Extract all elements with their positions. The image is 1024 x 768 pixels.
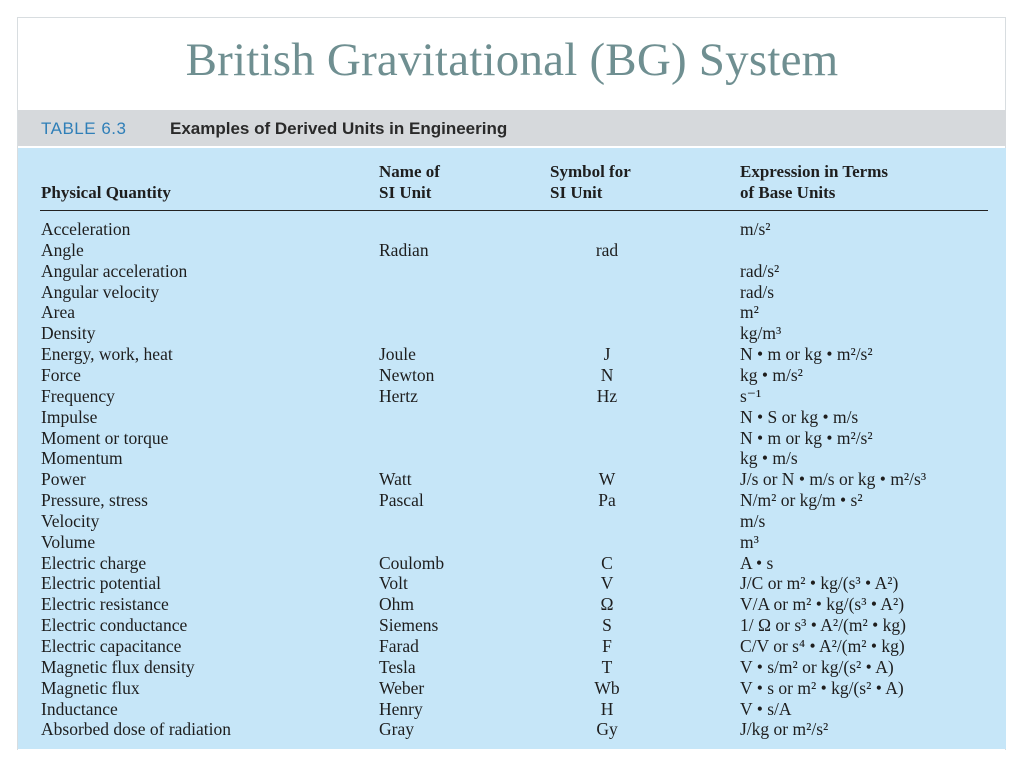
cell-base-units-expression: kg • m/s xyxy=(740,448,798,469)
cell-unit-name: Henry xyxy=(379,698,423,719)
cell-physical-quantity: Angular acceleration xyxy=(41,260,188,281)
cell-base-units-expression: m/s xyxy=(740,510,766,531)
cell-base-units-expression: V • s/A xyxy=(740,698,792,719)
header-physical-quantity: Physical Quantity xyxy=(41,183,171,202)
table-label: TABLE 6.3 xyxy=(41,119,127,138)
cell-unit-name: Tesla xyxy=(379,656,416,677)
cell-physical-quantity: Angular velocity xyxy=(41,281,160,302)
header-symbol-line2: SI Unit xyxy=(550,183,603,202)
header-name-line1: Name of xyxy=(379,162,440,181)
cell-base-units-expression: rad/s xyxy=(740,281,775,302)
cell-physical-quantity: Acceleration xyxy=(41,219,131,239)
cell-physical-quantity: Angle xyxy=(41,239,84,260)
cell-unit-name: Newton xyxy=(379,364,435,385)
slide-title: British Gravitational (BG) System xyxy=(185,34,839,86)
cell-base-units-expression: A • s xyxy=(740,552,774,573)
cell-physical-quantity: Velocity xyxy=(41,510,100,531)
cell-base-units-expression: J/kg or m²/s² xyxy=(740,719,829,740)
cell-physical-quantity: Power xyxy=(41,469,86,490)
cell-physical-quantity: Area xyxy=(41,302,76,323)
header-name-line2: SI Unit xyxy=(379,183,432,202)
cell-physical-quantity: Force xyxy=(41,364,81,385)
cell-base-units-expression: V • s or m² • kg/(s² • A) xyxy=(740,677,904,698)
cell-physical-quantity: Moment or torque xyxy=(41,427,169,448)
cell-physical-quantity: Momentum xyxy=(41,448,123,469)
cell-physical-quantity: Energy, work, heat xyxy=(41,344,173,365)
cell-base-units-expression: kg/m³ xyxy=(740,323,782,344)
cell-physical-quantity: Frequency xyxy=(41,385,115,406)
cell-base-units-expression: N/m² or kg/m • s² xyxy=(740,490,863,511)
cell-base-units-expression: N • S or kg • m/s xyxy=(740,406,859,427)
cell-base-units-expression: m² xyxy=(740,302,759,323)
cell-base-units-expression: C/V or s⁴ • A²/(m² • kg) xyxy=(740,636,905,656)
header-symbol-line1: Symbol for xyxy=(550,162,631,181)
cell-base-units-expression: V/A or m² • kg/(s³ • A²) xyxy=(740,594,905,615)
cell-physical-quantity: Inductance xyxy=(41,698,118,719)
cell-base-units-expression: J/s or N • m/s or kg • m²/s³ xyxy=(740,469,927,490)
cell-base-units-expression: kg • m/s² xyxy=(740,364,803,385)
cell-unit-name: Volt xyxy=(379,573,408,594)
cell-base-units-expression: 1/ Ω or s³ • A²/(m² • kg) xyxy=(740,615,906,636)
cell-unit-name: Watt xyxy=(379,469,412,490)
cell-physical-quantity: Impulse xyxy=(41,406,98,427)
cell-base-units-expression: N • m or kg • m²/s² xyxy=(740,427,873,448)
cell-unit-name: Siemens xyxy=(379,615,439,636)
cell-unit-name: Farad xyxy=(379,636,419,656)
cell-unit-name: Weber xyxy=(379,677,425,698)
header-rule xyxy=(40,210,988,211)
cell-unit-name: Coulomb xyxy=(379,552,445,573)
units-table: Physical Quantity Name of SI Unit Symbol for SI Unit Expression in Terms of Base Units Acceleration m/s² Angle Radian rad Angular acceleration rad/s² Angular velocity rad/s Area m² Density kg/m³ Energy, work, heat Joule J N • m or kg • m²/s² Force Newton N kg • m/s² Frequency Hertz Hz s⁻¹ Impulse N • S or kg • m/s Moment or torque N • m or kg • m²/s² Momentum kg • m/s Power Watt W J/s or N • m/s or kg • m²/s³ Pressure, stress Pascal Pa N/m² or kg/m • s² Velocity m/s Volume m³ Electric charge Coulomb C A • s Electric potential Volt V J/C or m² • kg/(s³ • A²) Electric resistance Ohm Ω V/A or m² • kg/(s³ • A²) Electric conductance Siemens S 1/ Ω or s³ • A²/(m² • kg) Electric capacitance Farad F C/V or s⁴ • A²/(m² • kg) Magnetic flux density Tesla T V • s/m² or kg/(s² • A) Magnetic flux Weber Wb V • s or m² • kg/(s² • A) Inductance Henry H V • s/A Absorbed dose of radiation Gray Gy J/kg or m²/s² xyxy=(18,148,1006,749)
cell-base-units-expression: V • s/m² or kg/(s² • A) xyxy=(740,656,894,677)
cell-base-units-expression: m/s² xyxy=(740,219,771,239)
cell-physical-quantity: Magnetic flux xyxy=(41,677,140,698)
cell-base-units-expression: s⁻¹ xyxy=(740,385,762,406)
cell-base-units-expression: rad/s² xyxy=(740,260,780,281)
cell-base-units-expression: J/C or m² • kg/(s³ • A²) xyxy=(740,573,899,594)
cell-physical-quantity: Pressure, stress xyxy=(41,490,148,511)
table-caption: Examples of Derived Units in Engineering xyxy=(170,119,508,138)
cell-physical-quantity: Electric resistance xyxy=(41,594,169,615)
cell-physical-quantity: Magnetic flux density xyxy=(41,656,195,677)
cell-unit-name: Ohm xyxy=(379,594,414,615)
table-caption-bar xyxy=(18,110,1006,146)
cell-base-units-expression: m³ xyxy=(740,531,759,552)
cell-physical-quantity: Electric potential xyxy=(41,573,162,594)
cell-unit-name: Joule xyxy=(379,344,416,365)
cell-physical-quantity: Density xyxy=(41,323,96,344)
cell-unit-name: Gray xyxy=(379,719,414,740)
cell-physical-quantity: Volume xyxy=(41,531,96,552)
cell-unit-name: Radian xyxy=(379,239,429,260)
header-expression-line2: of Base Units xyxy=(740,183,836,202)
cell-physical-quantity: Electric conductance xyxy=(41,615,188,636)
cell-physical-quantity: Electric charge xyxy=(41,552,147,573)
cell-unit-name: Hertz xyxy=(379,385,418,406)
header-expression-line1: Expression in Terms xyxy=(740,162,889,181)
cell-physical-quantity: Electric capacitance xyxy=(41,636,182,656)
cell-physical-quantity: Absorbed dose of radiation xyxy=(41,719,232,740)
cell-unit-name: Pascal xyxy=(379,490,424,511)
cell-base-units-expression: N • m or kg • m²/s² xyxy=(740,344,873,365)
